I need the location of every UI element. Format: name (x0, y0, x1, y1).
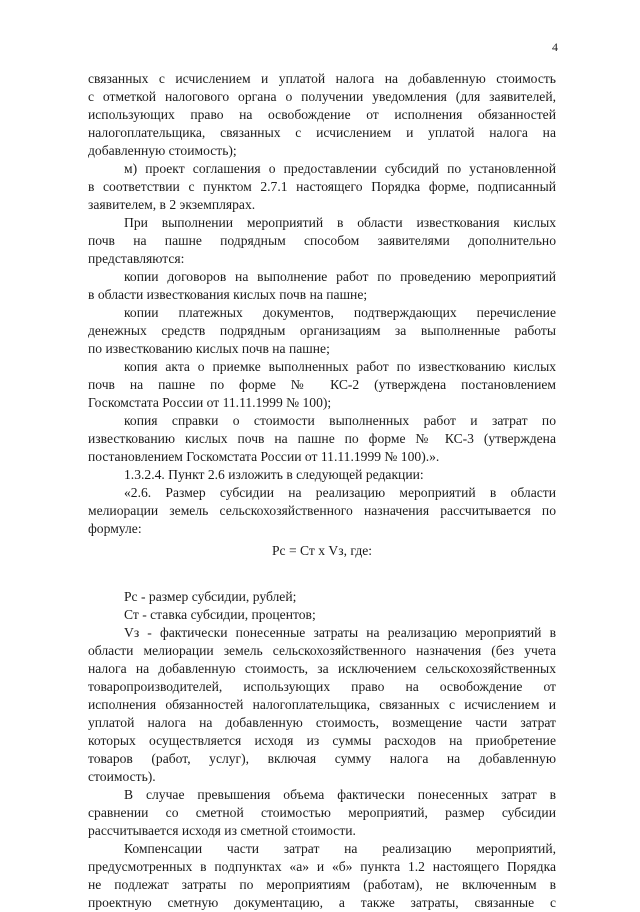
text-line: рассчитывается исходя из сметной стоимости. (88, 823, 356, 838)
page-number: 4 (552, 40, 558, 54)
definition-st: Ст - ставка субсидии, процентов; (124, 607, 316, 622)
text-line: заявителем, в 2 экземплярах. (88, 197, 256, 212)
formula: Рс = Ст х Vз, где: (271, 543, 373, 558)
document-body (88, 70, 556, 912)
text-line: в области известкования кислых почв на пашне; (88, 287, 368, 302)
text-line: налогоплательщика, связанных с исчислением и уплатой налога на (88, 125, 556, 140)
text-line: области мелиорации земель сельскохозяйственного назначения (без учета (88, 643, 556, 658)
text-line: При выполнении мероприятий в области известкования кислых (124, 215, 556, 230)
text-line: сравнении со сметной стоимостью мероприятий, размер субсидии (88, 805, 556, 820)
text-line: которых осуществляется исходя из суммы расходов на приобретение (88, 733, 556, 748)
text-line: не подлежат затраты по мероприятиям (работам), не включенным в (88, 877, 556, 892)
text-line: почв на пашне подрядным способом заявителями дополнительно (88, 233, 556, 248)
text-line: копия акта о приемке выполненных работ по известкованию кислых (124, 359, 556, 374)
text-line: уплатой налога на добавленную стоимость, возмещение части затрат (88, 715, 556, 730)
text-line: постановлением Госкомстата России от 11.11.1999 № 100).». (88, 449, 440, 464)
text-line: «2.6. Размер субсидии на реализацию мероприятий в области (124, 485, 556, 500)
text-line: исполнения обязанностей налогоплательщика, связанных с исчислением и (88, 697, 556, 712)
text-line: копия справки о стоимости выполненных работ и затрат по (124, 413, 556, 428)
text-line: В случае превышения объема фактически понесенных затрат в (124, 787, 556, 802)
definition-vz: Vз - фактически понесенные затраты на реализацию мероприятий в (124, 625, 556, 640)
text-line: представляются: (88, 251, 185, 266)
text-line: использующих право на освобождение от исполнения обязанностей (88, 107, 556, 122)
text-line: копии договоров на выполнение работ по проведению мероприятий (124, 269, 556, 284)
text-line: денежных средств подрядным организациям за выполненные работы (88, 323, 556, 338)
text-line: проектную сметную документацию, а также затраты, связанные с (88, 895, 556, 910)
text-line: м) проект соглашения о предоставлении субсидий по установленной (124, 161, 556, 176)
definition-rc: Рс - размер субсидии, рублей; (124, 589, 297, 604)
text-line: товаров (работ, услуг), включая сумму налога на добавленную (88, 751, 556, 766)
text-line: известкованию кислых почв на пашне по форме № КС-3 (утверждена (88, 431, 556, 446)
text-line: копии платежных документов, подтверждающих перечисление (124, 305, 556, 320)
text-line: Компенсации части затрат на реализацию мероприятий, (124, 841, 556, 856)
text-line: стоимость). (88, 769, 156, 784)
text-line: предусмотренных в подпунктах «а» и «б» пункта 1.2 настоящего Порядка (88, 859, 556, 874)
text-line: в соответствии с пунктом 2.7.1 настоящего Порядка форме, подписанный (88, 179, 556, 194)
text-line: связанных с исчислением и уплатой налога на добавленную стоимость (88, 71, 556, 86)
text-line: с отметкой налогового органа о получении уведомления (для заявителей, (88, 89, 556, 104)
text-line: формуле: (88, 521, 142, 536)
text-line: почв на пашне по форме № КС-2 (утверждена постановлением (88, 377, 556, 392)
text-line: мелиорации земель сельскохозяйственного назначения рассчитывается по (88, 503, 556, 518)
text-line: товаропроизводителей, использующих право на освобождение от (88, 679, 556, 694)
text-line: 1.3.2.4. Пункт 2.6 изложить в следующей редакции: (124, 467, 424, 482)
text-line: налога на добавленную стоимость, за исключением сельскохозяйственных (88, 661, 556, 676)
text-line: по известкованию кислых почв на пашне; (88, 341, 330, 356)
text-line: Госкомстата России от 11.11.1999 № 100); (88, 395, 332, 410)
text-line: добавленную стоимость); (88, 143, 237, 158)
